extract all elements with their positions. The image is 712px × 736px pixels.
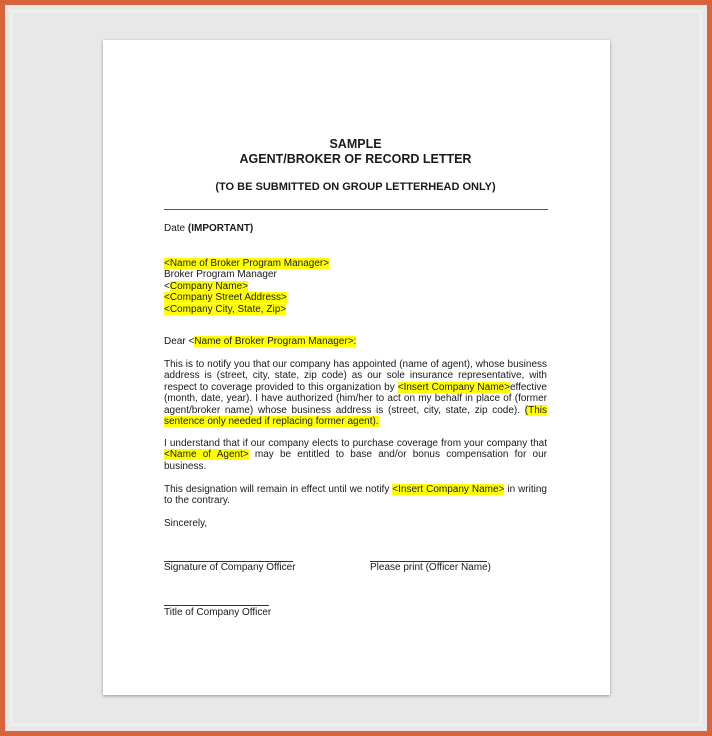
address-company-open: < [164, 280, 170, 292]
address-city-line [164, 304, 547, 315]
address-company-name: Company Name> [169, 280, 248, 292]
title-letter: AGENT/BROKER OF RECORD LETTER [239, 152, 472, 166]
address-street: <Company Street Address> [164, 292, 287, 304]
salutation-name: Name of Broker Program Manager>: [194, 336, 357, 347]
officer-title-label: Title of Company Officer [164, 607, 272, 618]
salutation-prefix: Dear < [164, 336, 195, 347]
signature-label: Signature of Company Officer [164, 562, 296, 573]
print-name-label: Please print (Officer Name) [370, 562, 491, 573]
paragraph-2-text-b: may be entitled to base and/or bonus compensation for our business. [164, 449, 547, 472]
address-company-line [164, 281, 547, 292]
address-city: <Company City, State, Zip> [164, 303, 287, 315]
subtitle: (TO BE SUBMITTED ON GROUP LETTERHEAD ONLY) [215, 181, 496, 193]
date-important: (IMPORTANT) [187, 223, 254, 234]
paragraph-1-note: (This sentence only needed if replacing former agent). [164, 404, 547, 428]
title-sample: SAMPLE [329, 137, 382, 151]
address-block [164, 258, 547, 315]
paragraph-1-text-b: effective (month, date, year). I have authorized (him/her to act on my behalf in place of (former agent/broker name) whose business address is (street, city, state, zip code). [164, 381, 547, 416]
paragraph-3-text-a: This designation will remain in effect until we notify [164, 484, 393, 495]
address-name-line [164, 258, 547, 269]
document-page [103, 40, 610, 695]
date-label: Date [164, 223, 188, 234]
paragraph-3 [164, 484, 547, 507]
paragraph-1-insert-company: <Insert Company Name> [397, 381, 510, 393]
address-name-placeholder: <Name of Broker Program Manager> [164, 258, 330, 269]
paragraph-3-text-b: in writing to the contrary. [164, 484, 547, 507]
address-title: Broker Program Manager [164, 269, 277, 281]
paragraph-1 [164, 359, 547, 427]
closing: Sincerely, [164, 518, 208, 529]
address-street-line [164, 292, 547, 303]
paragraph-3-insert-company: <Insert Company Name> [392, 484, 505, 495]
officer-title-line [164, 605, 269, 606]
paragraph-2-agent: <Name of Agent> [164, 449, 249, 461]
date-line [164, 223, 547, 234]
header-divider [164, 209, 548, 210]
paragraph-1-text-a: This is to notify you that our company has appointed (name of agent), whose business address is (street, city, state, zip code) as our sole insurance representative, with respect to coverage provided to this organization by [164, 359, 547, 393]
salutation [164, 336, 547, 347]
paragraph-2-text-a: I understand that if our company elects to purchase coverage from your company that [164, 438, 547, 449]
paragraph-2 [164, 438, 547, 472]
